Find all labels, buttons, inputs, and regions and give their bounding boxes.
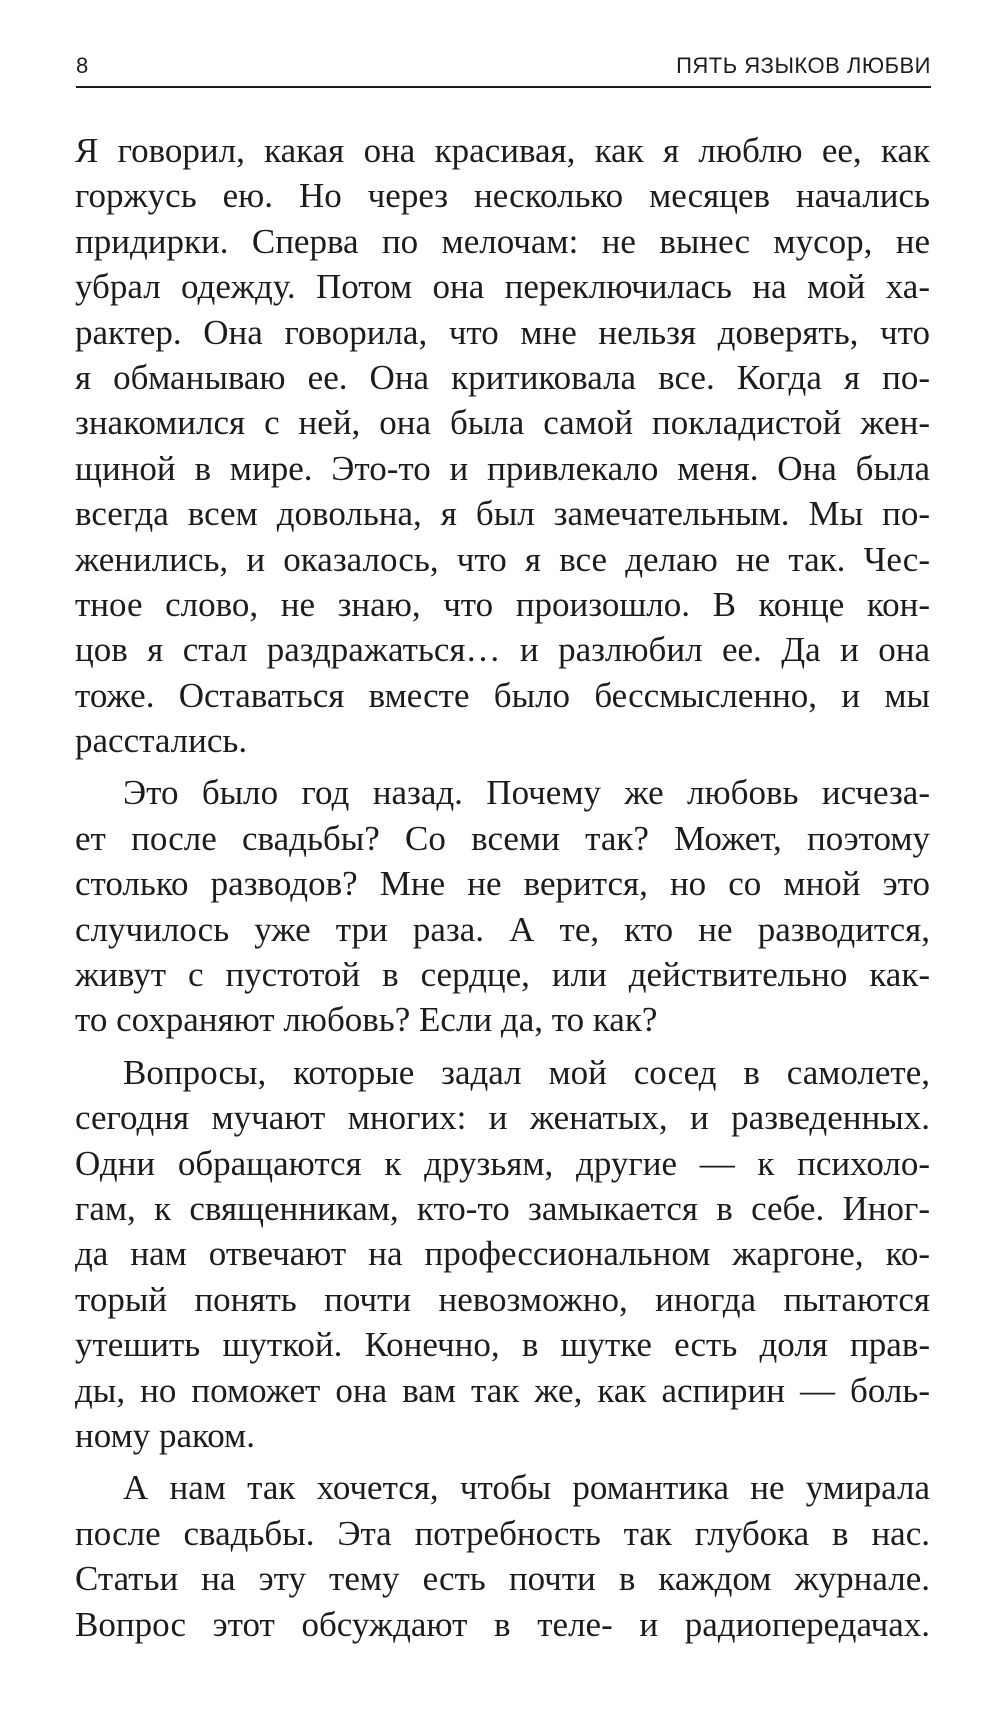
text-line: расстались.	[75, 721, 248, 761]
text-line: Одни обращаются к друзьям, другие — к психоло-	[75, 1143, 930, 1183]
text-line: ному раком.	[75, 1415, 255, 1455]
text-line: Вопрос этот обсуждают в теле- и радиопередачах.	[75, 1604, 930, 1644]
text-line: ды, но поможет она вам так же, как аспирин — боль-	[75, 1370, 930, 1410]
text-line: живут с пустотой в сердце, или действительно как-	[75, 955, 930, 995]
text-line: столько разводов? Мне не верится, но со мной это	[75, 864, 930, 904]
text-line: я обманываю ее. Она критиковала все. Когда я по-	[75, 357, 930, 397]
text-line: случилось уже три раза. А те, кто не разводится,	[75, 909, 930, 949]
text-line: да нам отвечают на профессиональном жаргоне, ко-	[75, 1234, 930, 1274]
text-line: рактер. Она говорила, что мне нельзя доверять, что	[75, 312, 930, 352]
text-line: тоже. Оставаться вместе было бессмысленно, и мы	[75, 675, 930, 715]
text-line: Это было год назад. Почему же любовь исчеза-	[123, 773, 930, 813]
text-line: тное слово, не знаю, что произошло. В конце кон-	[75, 584, 930, 624]
text-line: убрал одежду. Потом она переключилась на мой ха-	[75, 267, 930, 307]
text-line: то сохраняют любовь? Если да, то как?	[75, 1000, 658, 1040]
text-line: женились, и оказалось, что я все делаю не так. Чес-	[75, 539, 930, 579]
text-line: щиной в мире. Это-то и привлекало меня. Она была	[75, 448, 930, 488]
text-line: Я говорил, какая она красивая, как я люблю ее, как	[75, 131, 930, 170]
text-line: торый понять почти невозможно, иногда пытаются	[75, 1279, 930, 1319]
text-line: после свадьбы. Эта потребность так глубока в нас.	[75, 1513, 930, 1553]
text-line: горжусь ею. Но через несколько месяцев начались	[75, 176, 930, 216]
text-line: всегда всем довольна, я был замечательным. Мы по-	[75, 494, 930, 534]
page-number: 8	[76, 53, 89, 78]
text-line: А нам так хочется, чтобы романтика не умирала	[123, 1468, 930, 1508]
text-line: ет после свадьбы? Со всеми так? Может, поэтому	[75, 818, 930, 858]
running-head	[76, 52, 931, 88]
text-line: придирки. Сперва по мелочам: не вынес мусор, не	[75, 221, 930, 261]
text-line: Вопросы, которые задал мой сосед в самолете,	[123, 1052, 930, 1092]
text-line: сегодня мучают многих: и женатых, и разведенных.	[75, 1098, 930, 1138]
text-line: цов я стал раздражаться… и разлюбил ее. Да и она	[75, 630, 930, 670]
paragraph-3	[75, 1050, 930, 1459]
paragraph-2	[75, 770, 930, 1042]
body-text	[75, 128, 930, 1647]
paragraph-1	[75, 128, 930, 763]
text-line: Статьи на эту тему есть почти в каждом журнале.	[75, 1559, 930, 1599]
text-line: утешить шуткой. Конечно, в шутке есть доля прав-	[75, 1325, 930, 1365]
running-title: ПЯТЬ ЯЗЫКОВ ЛЮБВИ	[676, 53, 931, 78]
text-line: знакомился с ней, она была самой покладистой жен-	[75, 403, 930, 443]
paragraph-4	[75, 1465, 930, 1647]
text-line: гам, к священникам, кто-то замыкается в себе. Иног-	[75, 1188, 930, 1228]
